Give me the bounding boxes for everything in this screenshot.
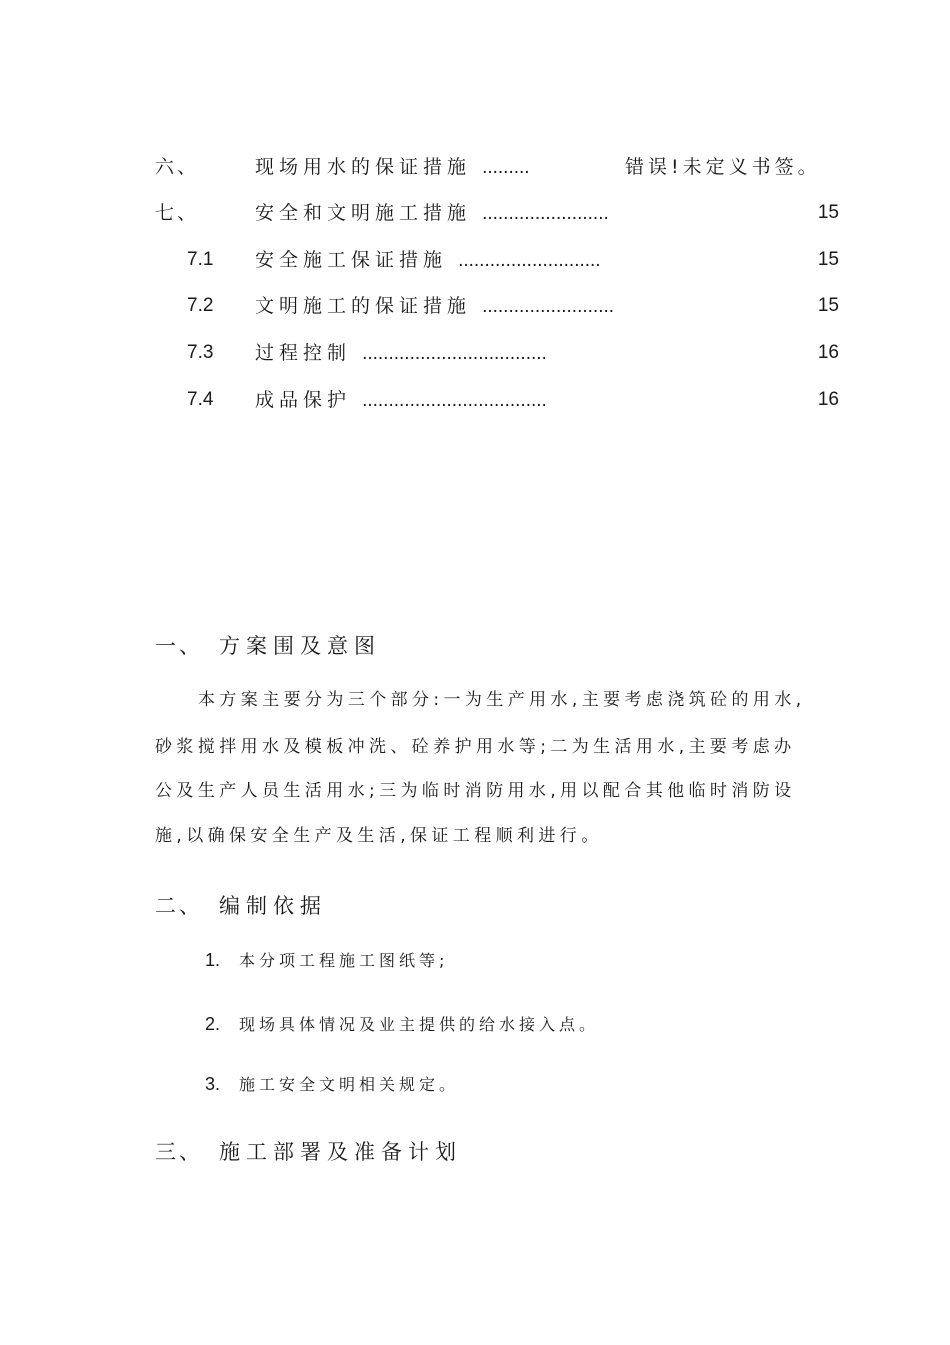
list-item — [205, 1010, 599, 1039]
paragraph-line: 砂浆搅拌用水及模板冲洗、砼养护用水等;二为生活用水,主要考虑办 — [155, 737, 796, 757]
toc-entry[interactable] — [0, 198, 950, 228]
list-text: 现场具体情况及业主提供的给水接入点。 — [239, 1015, 600, 1034]
toc-leader-dots: ......................... — [482, 296, 615, 317]
toc-page-number: 16 — [817, 342, 839, 363]
section-title: 编制依据 — [219, 894, 327, 918]
toc-leader-dots: ................................... — [362, 343, 547, 364]
toc-page-number: 15 — [817, 202, 839, 223]
toc-entry[interactable] — [0, 291, 950, 321]
section-title: 施工部署及准备计划 — [219, 1140, 462, 1164]
toc-entry[interactable] — [0, 152, 950, 182]
list-text: 施工安全文明相关规定。 — [239, 1075, 460, 1094]
section-heading — [155, 1136, 462, 1168]
toc-leader-dots: ........................... — [458, 250, 601, 271]
section-number: 二、 — [155, 894, 203, 918]
toc-number: 7.3 — [187, 342, 214, 363]
toc-number: 7.1 — [187, 249, 214, 270]
paragraph-line: 施,以确保安全生产及生活,保证工程顺利进行。 — [155, 826, 603, 846]
list-text: 本分项工程施工图纸等; — [239, 951, 449, 970]
toc-title: 成品保护 ................................... — [255, 389, 547, 411]
toc-title: 现场用水的保证措施 ......... — [255, 156, 530, 178]
paragraph-line: 本方案主要分为三个部分:一为生产用水,主要考虑浇筑砼的用水, — [198, 690, 806, 710]
list-item — [205, 946, 448, 975]
toc-number: 六、 — [155, 156, 200, 178]
section-heading — [155, 890, 327, 922]
toc-leader-dots: ......... — [482, 157, 530, 178]
toc-title: 安全和文明施工措施 ........................ — [255, 202, 609, 224]
toc-page-number: 16 — [817, 389, 839, 410]
toc-entry[interactable] — [0, 338, 950, 368]
list-number: 3. — [205, 1074, 221, 1094]
section-number: 三、 — [155, 1140, 203, 1164]
toc-page-number: 15 — [817, 249, 839, 270]
toc-page-error: 错误!未定义书签。 — [625, 156, 821, 178]
list-item — [205, 1070, 459, 1099]
toc-title: 过程控制 ................................... — [255, 342, 547, 364]
section-number: 一、 — [155, 634, 203, 658]
list-number: 1. — [205, 950, 221, 970]
toc-entry[interactable] — [0, 245, 950, 275]
toc-title: 安全施工保证措施 ........................... — [255, 249, 601, 271]
toc-entry[interactable] — [0, 385, 950, 415]
toc-number: 7.4 — [187, 389, 214, 410]
toc-title: 文明施工的保证措施 ......................... — [255, 295, 615, 317]
paragraph-line: 公及生产人员生活用水;三为临时消防用水,用以配合其他临时消防设 — [155, 781, 796, 801]
toc-page-number: 15 — [817, 295, 839, 316]
toc-number: 七、 — [155, 202, 200, 224]
section-title: 方案围及意图 — [219, 634, 381, 658]
toc-number: 7.2 — [187, 295, 214, 316]
toc-leader-dots: ................................... — [362, 390, 547, 411]
toc-leader-dots: ........................ — [482, 203, 609, 224]
section-heading — [155, 630, 381, 662]
list-number: 2. — [205, 1014, 221, 1034]
